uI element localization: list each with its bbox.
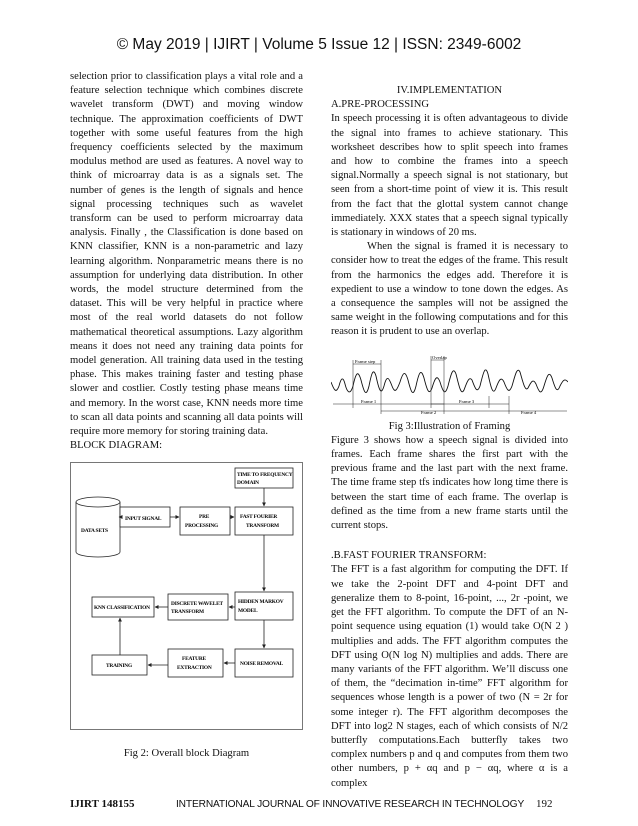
framing-paragraph: Figure 3 shows how a speech signal is divided into frames. Each frame shares the first part with the previous frame and the last part with the next frame. The time frame step tfs indicates how long time there is between the start time of each frame. The overlap is defined as the time from a new frame starts until the current stops. — [331, 434, 568, 532]
frame-3-label: Frame 3 — [459, 398, 475, 404]
preprocessing-paragraph-2: When the signal is framed it is necessary to consider how to treat the edges of the frame. This result from the harmonics the edges add. Therefore it is expedient to use a window to tone down the edges. As a consequence the samples will not be assigned the same weight in the following computations and for this reason it is prudent to use an overlap. — [331, 241, 568, 338]
svg-text:HIDDEN MARKOV: HIDDEN MARKOV — [238, 599, 284, 606]
knn-classification-box — [92, 597, 154, 617]
pre-processing-box — [180, 507, 230, 535]
svg-text:PROCESSING: PROCESSING — [185, 523, 219, 530]
hidden-markov-model-box — [235, 592, 293, 620]
svg-text:DISCRETE WAVELET: DISCRETE WAVELET — [171, 601, 223, 608]
svg-text:KNN CLASSIFICATION: KNN CLASSIFICATION — [94, 605, 150, 612]
journal-header: © May 2019 | IJIRT | Volume 5 Issue 12 | ISSN: 2349-6002 — [116, 36, 522, 53]
right-column — [331, 84, 568, 791]
frame-markers — [333, 356, 567, 414]
svg-text:TRAINING: TRAINING — [106, 663, 132, 670]
frame-4-label: Frame 4 — [521, 409, 537, 415]
overlap-label: Overlap — [432, 355, 447, 360]
data-sets-cylinder — [76, 497, 120, 557]
left-column — [70, 70, 303, 762]
footer-paper-id: IJIRT 148155 — [70, 798, 135, 810]
svg-text:TRANSFORM: TRANSFORM — [171, 609, 204, 616]
block-diagram-heading: BLOCK DIAGRAM: — [70, 440, 163, 452]
frame-step-label: Frame step — [355, 358, 376, 364]
figure-2-caption: Fig 2: Overall block Diagram — [123, 748, 250, 760]
feature-extraction-box — [168, 649, 223, 677]
subsection-preprocessing-heading: A.PRE-PROCESSING — [331, 99, 430, 111]
body-paragraph-knn: selection prior to classification plays a vital role and a feature selection technique which combines discrete wavelet transform (DWT) and moving window technique. The approximation coefficients of DWT together with some useful features from the high frequency coefficients selected by the maximum modulus method are used as features. A novel way to think of microarray data is as a signals set. The number of genes is the length of signals and hence signal processing techniques such as wavelet transform can be used to perform microarray data analysis. Finally , the Classification is done based on KNN classifier, KNN is a non-parametric and lazy learning algorithm. Nonparametric means there is no assumption for underlying data distribution. In other words, the model structure determined from the dataset. This will be very helpful in practice where most of the real world datasets do not follow mathematical theoretical assumptions. Lazy algorithm means it does not need any training data points for model generation. All training data used in the testing phase. This makes training faster and testing phase slower and costlier. Costly testing phase means time and memory. In the worst case, KNN needs more time to scan all data points and scanning all data points will require more memory for storing training data. — [70, 71, 303, 438]
speech-waveform — [331, 370, 568, 393]
footer-page-number: 192 — [536, 798, 553, 810]
preprocessing-paragraph-1: In speech processing it is often advantageous to divide the signal into frames to achieve stationary. This worksheet describes how to split speech into frames and how to combine the frames into a speech signal.Normally a speech signal is not stationary, but seen from a short-time point of view it is. This result from the fact that the glottal system cannot change immediately. XXX states that a speech signal typically is stationary in windows of 20 ms. — [331, 113, 568, 239]
frame-1-label: Frame 1 — [361, 398, 377, 404]
svg-text:DOMAIN: DOMAIN — [237, 480, 259, 487]
fast-fourier-transform-box — [235, 507, 293, 535]
svg-text:MODEL: MODEL — [238, 608, 258, 615]
frame-2-label: Frame 2 — [421, 409, 437, 415]
section-title-implementation: IV.IMPLEMENTATION — [396, 85, 503, 96]
svg-text:EXTRACTION: EXTRACTION — [177, 665, 212, 672]
time-to-frequency-box — [235, 468, 293, 488]
discrete-wavelet-transform-box — [168, 594, 228, 620]
input-signal-box — [120, 507, 170, 527]
svg-text:INPUT SIGNAL: INPUT SIGNAL — [125, 516, 162, 523]
figure-3-caption: Fig 3:Illustration of Framing — [388, 420, 511, 432]
figure-3-framing-illustration — [331, 356, 568, 416]
data-sets-label: DATA SETS — [81, 528, 108, 535]
figure-2-block-diagram — [70, 462, 303, 745]
svg-text:FAST FOURIER: FAST FOURIER — [240, 514, 278, 521]
svg-text:NOISE REMOVAL: NOISE REMOVAL — [240, 661, 283, 668]
fft-paragraph: The FFT is a fast algorithm for computing the DFT. If we take the 2-point DFT and 4-point DFT and generalize them to 8-point, 16-point, ..., 2r -point, we get the FFT algorithm. To compute the DFT of an N-point sequence using equation (1) would take O(N 2 ) multiplies and adds. The FFT algorithm computes the DFT using O(N log N) multiplies and adds. There are many variants of the FFT algorithm. We’ll discuss one of them, the “decimation in-time” FFT algorithm for sequences whose length is a power of two (N = 2r for some integer r). The FFT algorithm decomposes the DFT into log2 N stages, each of which consists of N/2 butterfly computations.Each butterfly takes two complex numbers p and q and computes from them two other numbers, p + αq and p − αq, where α is a complex — [331, 564, 568, 789]
footer-journal-name: INTERNATIONAL JOURNAL OF INNOVATIVE RESEARCH IN TECHNOLOGY — [176, 799, 525, 810]
training-box — [92, 655, 147, 675]
svg-text:FEATURE: FEATURE — [182, 656, 206, 663]
noise-removal-box — [235, 649, 293, 677]
svg-text:TRANSFORM: TRANSFORM — [246, 523, 279, 530]
svg-text:TIME TO FREQUENCY: TIME TO FREQUENCY — [237, 472, 293, 479]
svg-text:PRE: PRE — [199, 514, 210, 521]
subsection-fft-heading: .B.FAST FOURIER TRANSFORM: — [331, 550, 487, 562]
